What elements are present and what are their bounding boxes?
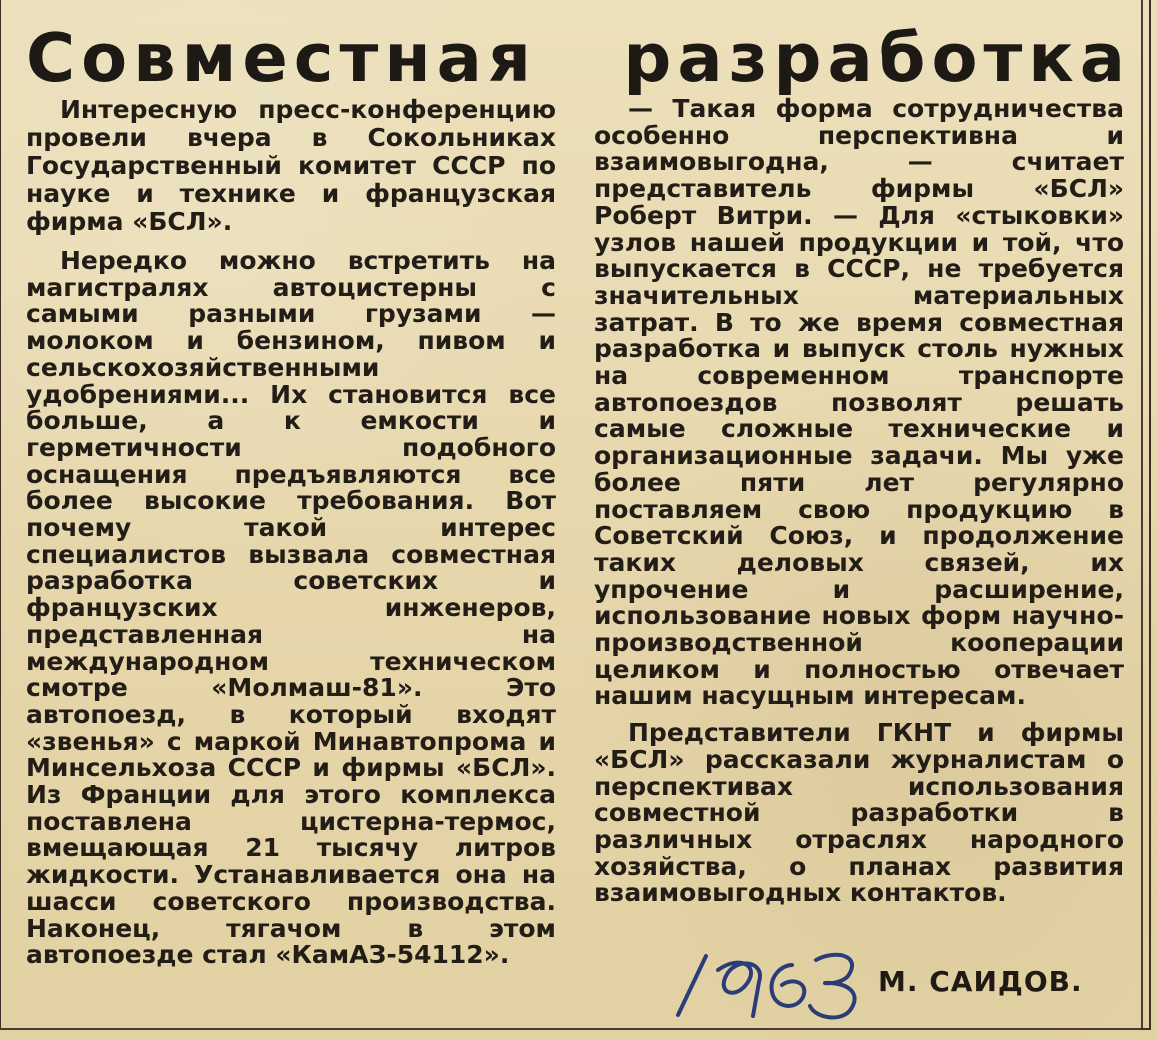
handwritten-year: [660, 948, 880, 1026]
headline-right: разработка: [623, 19, 1131, 97]
right-rule: [1141, 0, 1143, 1028]
lead-paragraph: Интересную пресс-конференцию провели вчера в Сокольниках Государственный комитет СССР по науке и технике и французская фирма «БСЛ».: [26, 95, 556, 236]
headline: [26, 0, 1131, 97]
bottom-rule: [0, 1028, 1140, 1030]
right-column: [594, 96, 1124, 917]
right-paragraph-2: Представители ГКНТ и фирмы «БСЛ» рассказали журналистам о перспективах использования совместной разработки в различных отраслях народного хозяйства, о планах развития взаимовыгодных контактов.: [594, 718, 1124, 908]
left-paragraph-1: Нередко можно встретить на магистралях автоцистерны с самыми разными грузами — молоком и бензином, пивом и сельскохозяйственными удобрениями... Их становится все больше, а к емкости и герметичности подобного оснащения предъявляются все более высокие требования. Вот почему такой интерес специалистов вызвала совместная разработка советских и французских инженеров, представленная на международном техническом смотре «Молмаш-81». Это автопоезд, в который входят «звенья» с маркой Минавтопрома и Минсельхоза СССР и фирмы «БСЛ». Из Франции для этого комплекса поставлена цистерна-термос, вмещающая 21 тысячу литров жидкости. Устанавливается она на шасси советского производства. Наконец, тягачом в этом автопоезде стал «КамАЗ-54112».: [26, 246, 556, 970]
author-byline: М. САИДОВ.: [878, 965, 1083, 998]
pen-stroke-icon: [660, 948, 880, 1026]
left-column: [26, 96, 556, 977]
headline-left: Совместная: [26, 19, 537, 97]
right-paragraph-1: — Такая форма сотрудничества особенно перспективна и взаимовыгодна, — считает представитель фирмы «БСЛ» Роберт Витри. — Для «стыковки» узлов нашей продукции и той, что выпускается в СССР, не требуется значительных материальных затрат. В то же время совместная разработка и выпуск столь нужных на современном транспорте автопоездов позволят решать самые сложные технические и организационные задачи. Мы уже более пяти лет регулярно поставляем свою продукцию в Советский Союз, и продолжение таких деловых связей, их упрочение и расширение, использование новых форм научно-производственной кооперации целиком и полностью отвечает нашим насущным интересам.: [594, 94, 1124, 711]
